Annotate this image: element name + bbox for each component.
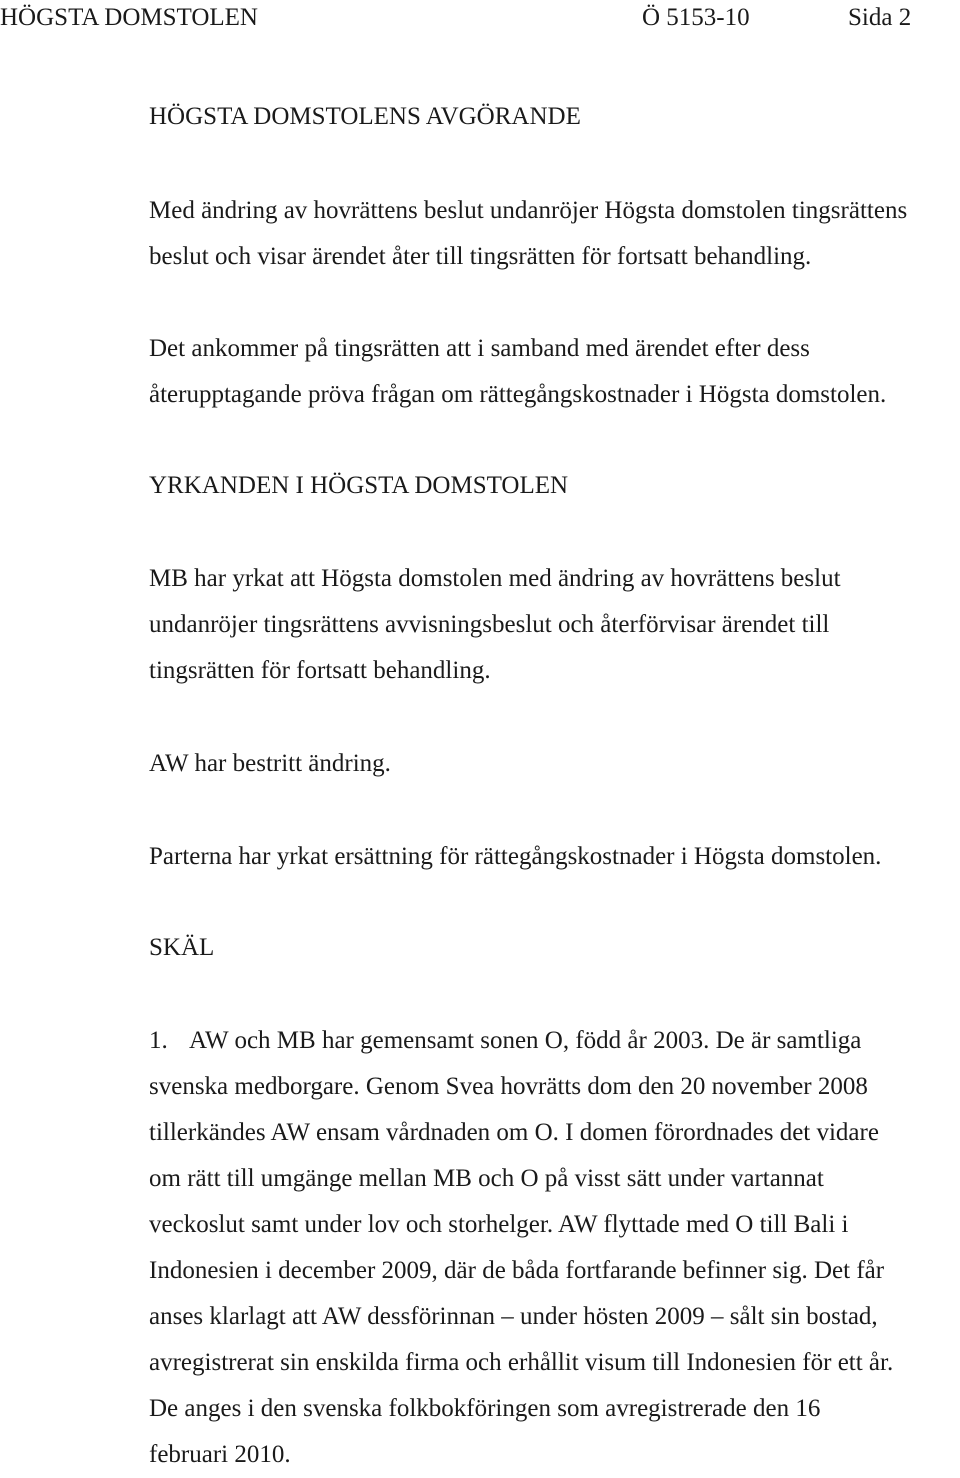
text-line: beslut och visar ärendet åter till tingsrätten för fortsatt behandling.: [149, 243, 812, 270]
header-page-number: Sida 2: [848, 4, 912, 31]
text-line: De anges i den svenska folkbokföringen som avregistrerade den 16: [149, 1395, 821, 1422]
header-court-name: HÖGSTA DOMSTOLEN: [0, 4, 258, 31]
text-line: Parterna har yrkat ersättning för rättegångskostnader i Högsta domstolen.: [149, 843, 882, 870]
text-line: undanröjer tingsrättens avvisningsbeslut och återförvisar ärendet till: [149, 611, 830, 638]
text-line: anses klarlagt att AW dessförinnan – under hösten 2009 – sålt sin bostad,: [149, 1303, 878, 1330]
text-line: Med ändring av hovrättens beslut undanröjer Högsta domstolen tingsrättens: [149, 197, 908, 224]
text-line: veckoslut samt under lov och storhelger. AW flyttade med O till Bali i: [149, 1211, 849, 1238]
text-line: om rätt till umgänge mellan MB och O på visst sätt under vartannat: [149, 1165, 824, 1192]
claims-paragraph-1: [149, 556, 960, 694]
reasons-heading: SKÄL: [149, 934, 215, 961]
reasons-item-1: [149, 1018, 960, 1478]
claims-paragraph-3: [149, 834, 960, 880]
text-line: återupptagande pröva frågan om rättegångskostnader i Högsta domstolen.: [149, 381, 887, 408]
decision-paragraph-1: [149, 188, 960, 280]
decision-paragraph-2: [149, 326, 960, 418]
claims-heading: YRKANDEN I HÖGSTA DOMSTOLEN: [149, 472, 569, 499]
item-number: 1.: [149, 1027, 168, 1054]
text-line: tillerkändes AW ensam vårdnaden om O. I domen förordnades det vidare: [149, 1119, 879, 1146]
text-line: svenska medborgare. Genom Svea hovrätts dom den 20 november 2008: [149, 1073, 868, 1100]
text-line: Det ankommer på tingsrätten att i samband med ärendet efter dess: [149, 335, 810, 362]
text-line: tingsrätten för fortsatt behandling.: [149, 657, 491, 684]
claims-paragraph-2: [149, 741, 960, 787]
text-line: [149, 1018, 960, 1064]
text-line: avregistrerat sin enskilda firma och erhållit visum till Indonesien för ett år.: [149, 1349, 894, 1376]
text-line: februari 2010.: [149, 1441, 291, 1468]
page-header: [0, 2, 960, 34]
text-line: AW har bestritt ändring.: [149, 750, 391, 777]
text-line: Indonesien i december 2009, där de båda fortfarande befinner sig. Det får: [149, 1257, 885, 1284]
decision-heading: HÖGSTA DOMSTOLENS AVGÖRANDE: [149, 103, 581, 130]
header-case-number: Ö 5153-10: [642, 4, 750, 31]
item-first-line: AW och MB har gemensamt sonen O, född år 2003. De är samtliga: [189, 1027, 862, 1054]
text-line: MB har yrkat att Högsta domstolen med ändring av hovrättens beslut: [149, 565, 841, 592]
